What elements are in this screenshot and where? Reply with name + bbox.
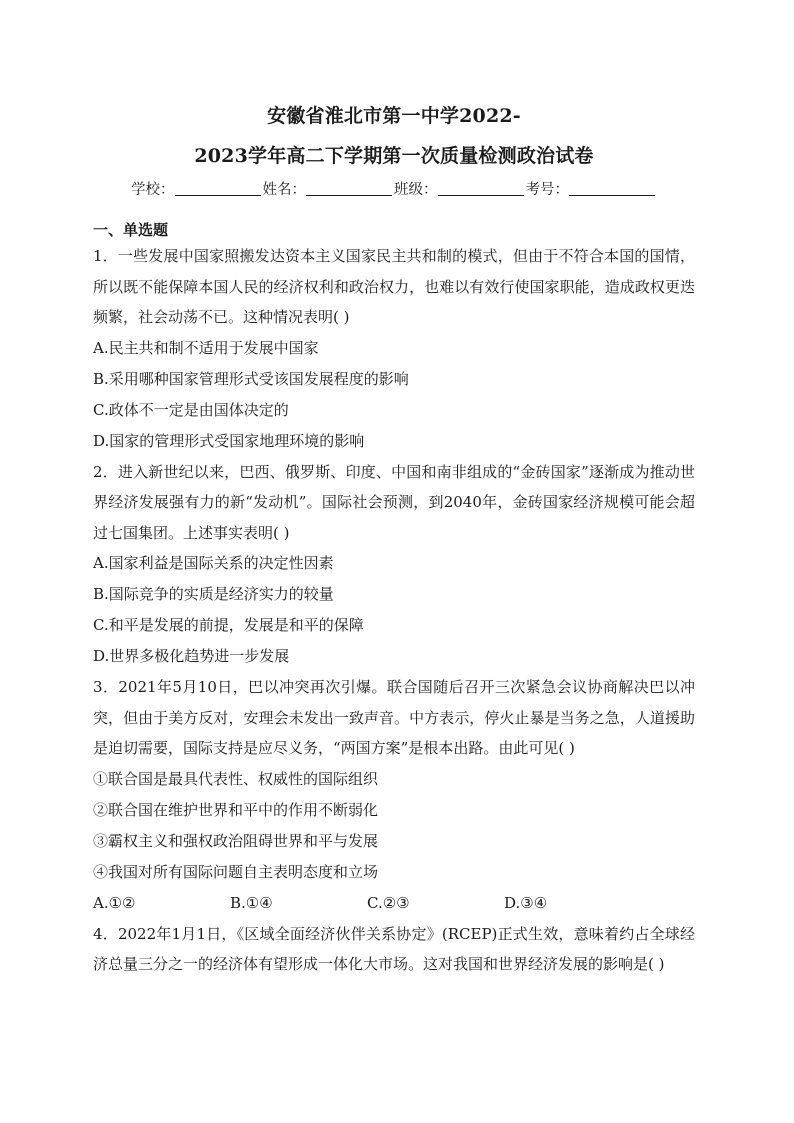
student-info-line: [93, 179, 695, 201]
question-2-option-c: C.和平是发展的前提，发展是和平的保障: [93, 616, 364, 634]
question-3-option-b: B.①④: [230, 893, 273, 912]
question-1-option-c: C.政体不一定是由国体决定的: [93, 400, 289, 419]
question-3-statement-1: ①联合国是最具代表性、权威性的国际组织: [93, 769, 379, 788]
name-label: 姓名：: [262, 182, 306, 198]
question-3-option-d: D.③④: [504, 893, 548, 912]
exam-number-label: 考号：: [525, 182, 569, 198]
school-blank[interactable]: [175, 181, 261, 196]
exam-title-line1: 安徽省淮北市第一中学2022-: [267, 105, 521, 127]
question-3-option-c: C.②③: [367, 893, 410, 912]
question-2-option-a: A.国家利益是国际关系的决定性因素: [93, 554, 334, 572]
question-3-options: [93, 888, 695, 919]
school-label: 学校：: [131, 182, 175, 198]
question-3-option-a: A.①②: [93, 893, 136, 912]
section-title: 一、单选题: [93, 221, 169, 239]
question-2-option-b: B.国际竞争的实质是经济实力的较量: [93, 585, 334, 603]
question-4-stem: 4．2022年1月1日，《区域全面经济伙伴关系协定》(RCEP)正式生效，意味着约占全球经济总量三分之一的经济体有望形成一体化大市场。这对我国和世界经济发展的影响是( ): [93, 924, 695, 973]
name-blank[interactable]: [306, 181, 392, 196]
question-1-stem: 1．一些发展中国家照搬发达资本主义国家民主共和制的模式，但由于不符合本国的国情，所以既不能保障本国人民的经济权利和政治权力，也难以有效行使国家职能，造成政权更迭频繁，社会动荡不已。这种情况表明( ): [93, 247, 695, 326]
exam-number-blank[interactable]: [569, 181, 655, 196]
class-label: 班级：: [394, 182, 438, 198]
question-2-stem: 2．进入新世纪以来，巴西、俄罗斯、印度、中国和南非组成的“金砖国家”逐渐成为推动世界经济发展强有力的新“发动机”。国际社会预测，到2040年，金砖国家经济规模可能会超过七国集团。上述事实表明( ): [93, 462, 695, 542]
question-3-statement-4: ④我国对所有国际问题自主表明态度和立场: [93, 862, 379, 881]
question-1-option-a: A.民主共和制不适用于发展中国家: [93, 338, 319, 357]
question-3-statement-3: ③霸权主义和强权政治阻碍世界和平与发展: [93, 831, 379, 850]
question-3-statement-2: ②联合国在维护世界和平中的作用不断弱化: [93, 800, 379, 819]
exam-title-line2: 2023学年高二下学期第一次质量检测政治试卷: [194, 145, 594, 167]
question-2-option-d: D.世界多极化趋势进一步发展: [93, 647, 290, 665]
question-3-stem: 3．2021年5月10日，巴以冲突再次引爆。联合国随后召开三次紧急会议协商解决巴以冲突，但由于美方反对，安理会未发出一致声音。中方表示，停火止暴是当务之急，人道援助是迫切需要，国际支持是应尽义务，“两国方案”是根本出路。由此可见( ): [93, 678, 695, 757]
class-blank[interactable]: [438, 181, 524, 196]
question-1-option-b: B.采用哪种国家管理形式受该国发展程度的影响: [93, 369, 409, 388]
question-1-option-d: D.国家的管理形式受国家地理环境的影响: [93, 431, 365, 450]
